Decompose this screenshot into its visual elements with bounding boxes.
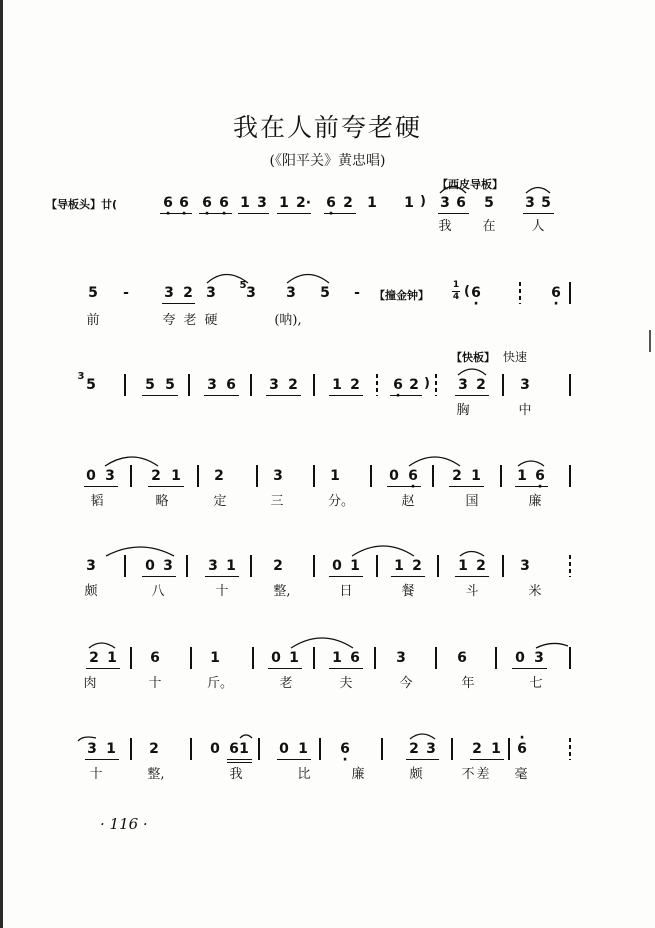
marking-kuaiban: 【快板】 xyxy=(451,351,495,364)
note: 0 xyxy=(145,558,155,574)
note: 1 xyxy=(394,558,404,574)
beam xyxy=(523,213,554,214)
slur xyxy=(536,643,568,648)
note: 1 xyxy=(279,195,289,211)
beam xyxy=(324,213,356,214)
note: 5 xyxy=(165,377,175,393)
note: 2 xyxy=(343,195,353,211)
lyric: 比 xyxy=(297,767,311,782)
slur xyxy=(460,552,484,557)
open-paren: ( xyxy=(464,284,470,299)
note: 3 xyxy=(269,377,279,393)
barline xyxy=(381,738,383,760)
note: · 6 xyxy=(161,195,175,211)
note: 0 xyxy=(515,650,525,666)
note: 5 xyxy=(320,285,330,301)
note: 1 xyxy=(332,377,342,393)
lyric: 定 xyxy=(213,494,227,509)
barline xyxy=(188,374,190,396)
note: 3 xyxy=(206,285,216,301)
lyric: 斤。 xyxy=(206,676,233,691)
note: 0 xyxy=(279,741,289,757)
barline xyxy=(250,374,252,396)
beam xyxy=(329,395,363,396)
grace-note: 5 xyxy=(239,280,247,291)
note: 5 xyxy=(86,377,96,393)
lyric: 差 xyxy=(476,767,490,782)
beam xyxy=(84,486,118,487)
note: 2 xyxy=(149,741,159,757)
note: · 6 xyxy=(217,195,231,211)
note: 6 xyxy=(457,650,467,666)
barline xyxy=(500,465,502,487)
barline xyxy=(313,555,315,577)
note: 6 xyxy=(150,650,160,666)
barline xyxy=(319,738,321,760)
marking-zhuangjinzhong: 【撞金钟】 xyxy=(374,289,429,302)
lyric: 韬 xyxy=(90,494,104,509)
beam xyxy=(390,395,422,396)
lyric: 略 xyxy=(155,494,169,509)
lyric: 毫 xyxy=(514,767,528,782)
note: 2· xyxy=(296,195,312,211)
slur xyxy=(240,735,252,738)
beam xyxy=(329,576,363,577)
lyric: 老 xyxy=(183,313,197,328)
barline xyxy=(190,738,192,760)
grace-note: 3 xyxy=(77,371,85,382)
note: 1 xyxy=(106,741,116,757)
dashed-barline xyxy=(569,555,571,577)
slur xyxy=(409,457,460,466)
barline xyxy=(437,555,439,577)
note: 5 xyxy=(541,195,551,211)
beam xyxy=(266,395,301,396)
note: 3 xyxy=(164,285,174,301)
note: 1 xyxy=(226,558,236,574)
note: 6 xyxy=(350,650,360,666)
note: · 6 xyxy=(469,285,483,301)
beam xyxy=(204,395,239,396)
note: 3 xyxy=(520,558,530,574)
note: 3 xyxy=(207,377,217,393)
barline xyxy=(451,738,453,760)
barline xyxy=(376,555,378,577)
song-subtitle: (《阳平关》黄忠唱) xyxy=(269,153,386,169)
beam xyxy=(227,762,252,763)
note: 1 xyxy=(107,650,117,666)
time-signature-numerator: 1 xyxy=(452,280,460,290)
note: 3 xyxy=(440,195,450,211)
note: 1 xyxy=(298,741,308,757)
beam xyxy=(391,576,425,577)
barline xyxy=(435,647,437,669)
page-number: · 116 · xyxy=(100,815,148,833)
lyric: 人 xyxy=(531,219,545,234)
note: 2 xyxy=(476,377,486,393)
note: 1 xyxy=(332,650,342,666)
lyric: 今 xyxy=(399,676,413,691)
note: 3 xyxy=(105,468,115,484)
note: 2 xyxy=(151,468,161,484)
barline xyxy=(432,465,434,487)
marking-kuaisu: 快速 xyxy=(503,350,528,364)
note: · 6 xyxy=(200,195,214,211)
beam xyxy=(387,486,421,487)
slur xyxy=(106,547,174,556)
barline xyxy=(569,465,571,487)
lyric: 肉 xyxy=(83,676,97,691)
beam xyxy=(199,213,232,214)
note: 6 · xyxy=(515,741,529,757)
beam xyxy=(148,486,184,487)
barline xyxy=(502,374,504,396)
note: 1 xyxy=(210,650,220,666)
note: 5 xyxy=(88,285,98,301)
note: 1 xyxy=(471,468,481,484)
beam xyxy=(142,576,176,577)
lyric: 颇 xyxy=(84,584,98,599)
barline xyxy=(502,555,504,577)
lyric: 廉 xyxy=(528,494,542,509)
barline xyxy=(130,647,132,669)
note: 3 xyxy=(520,377,530,393)
barline xyxy=(313,374,315,396)
note: 3 xyxy=(525,195,535,211)
note: 1 xyxy=(404,195,414,211)
beam xyxy=(162,303,195,304)
barline xyxy=(569,374,571,396)
note: 1 xyxy=(289,650,299,666)
note: 1 xyxy=(491,741,501,757)
lyric: 夫 xyxy=(339,676,353,691)
slur xyxy=(518,461,544,466)
lyric: 年 xyxy=(461,676,475,691)
note: 2 xyxy=(288,377,298,393)
beam xyxy=(277,759,311,760)
lyric: 老 xyxy=(279,676,293,691)
lyric: 分。 xyxy=(327,494,354,509)
barline xyxy=(124,374,126,396)
beam xyxy=(455,576,489,577)
note: 0 xyxy=(332,558,342,574)
barline xyxy=(569,647,571,669)
note: 0 xyxy=(86,468,96,484)
note: - xyxy=(123,285,129,301)
barline xyxy=(190,647,192,669)
beam xyxy=(142,395,178,396)
beam xyxy=(406,759,439,760)
beam xyxy=(160,213,192,214)
close-paren: ) xyxy=(420,194,426,209)
time-signature-denominator: 4 xyxy=(452,292,460,302)
lyric: 胸 xyxy=(456,403,470,418)
lyric: 十 xyxy=(89,767,103,782)
lyric: 国 xyxy=(465,494,479,509)
lyric: 三 xyxy=(270,494,284,509)
close-paren: ) xyxy=(424,376,430,391)
note: 2 xyxy=(214,468,224,484)
note: 2 xyxy=(350,377,360,393)
note: 2 xyxy=(273,558,283,574)
beam xyxy=(205,576,239,577)
barline xyxy=(252,647,254,669)
note: 5 xyxy=(145,377,155,393)
note: 0 xyxy=(271,650,281,666)
lyric: 日 xyxy=(339,584,353,599)
note: 3 xyxy=(87,741,97,757)
beam xyxy=(449,486,484,487)
barline xyxy=(508,738,510,760)
beam xyxy=(515,486,548,487)
note: 2 xyxy=(409,741,419,757)
slur xyxy=(458,369,486,375)
lyric: 餐 xyxy=(401,584,415,599)
barline xyxy=(374,647,376,669)
beam xyxy=(470,759,504,760)
note: 1 xyxy=(367,195,377,211)
lyric: 颇 xyxy=(409,767,423,782)
lyric: (呐), xyxy=(274,313,302,328)
lyric: 中 xyxy=(518,403,532,418)
note: 3 xyxy=(163,558,173,574)
barline xyxy=(130,465,132,487)
lyric: 我 xyxy=(438,219,452,234)
note: · 6 xyxy=(177,195,191,211)
note: 6 xyxy=(229,741,239,757)
dashed-barline xyxy=(435,374,437,396)
beam xyxy=(238,213,269,214)
slur xyxy=(291,638,353,648)
slur xyxy=(287,275,329,284)
note: 3 xyxy=(257,195,267,211)
note: 1 xyxy=(517,468,527,484)
beam xyxy=(455,395,489,396)
note: 2 xyxy=(412,558,422,574)
note: 6 xyxy=(456,195,466,211)
lyric: 整, xyxy=(147,767,165,782)
lyric: 廉 xyxy=(351,767,365,782)
note: 2 xyxy=(452,468,462,484)
barline xyxy=(313,647,315,669)
note: 2 xyxy=(89,650,99,666)
note: 5 xyxy=(484,195,494,211)
lyric: 不 xyxy=(461,767,475,782)
note: 2 xyxy=(409,377,419,393)
slur xyxy=(410,734,435,739)
lyric: 夸 xyxy=(162,313,176,328)
note: 1 xyxy=(239,741,249,757)
note: 3 xyxy=(286,285,296,301)
beam xyxy=(85,759,119,760)
lyric: 米 xyxy=(528,584,542,599)
note: · 6 xyxy=(391,377,405,393)
barline xyxy=(258,738,260,760)
lyric: 十 xyxy=(148,676,162,691)
marking-xipi-daoban: 【西皮导板】 xyxy=(437,178,503,191)
dashed-barline xyxy=(519,282,521,304)
note: 1 xyxy=(330,468,340,484)
dashed-barline xyxy=(569,738,571,760)
note: 3 xyxy=(426,741,436,757)
lyric: 八 xyxy=(151,584,165,599)
song-title: 我在人前夸老硬 xyxy=(232,113,422,142)
barline xyxy=(186,555,188,577)
barline xyxy=(256,465,258,487)
note: 3 xyxy=(273,468,283,484)
note: 1 xyxy=(458,558,468,574)
note: 3 xyxy=(86,558,96,574)
barline xyxy=(495,647,497,669)
note: 2 xyxy=(472,741,482,757)
lyric: 十 xyxy=(215,584,229,599)
note: 3 xyxy=(534,650,544,666)
lyric: 前 xyxy=(86,313,100,328)
note: 3 xyxy=(246,285,256,301)
note: · 6 xyxy=(533,468,547,484)
lyric: 赵 xyxy=(401,494,415,509)
barline xyxy=(370,465,372,487)
note: · 6 xyxy=(338,741,352,757)
barline xyxy=(124,555,126,577)
lyric: 我 xyxy=(229,767,243,782)
note: 1 xyxy=(350,558,360,574)
beam xyxy=(512,668,547,669)
note: 0 xyxy=(389,468,399,484)
beam xyxy=(227,759,252,760)
note: 6 xyxy=(226,377,236,393)
barline xyxy=(130,738,132,760)
note: 1 xyxy=(171,468,181,484)
beam xyxy=(329,668,363,669)
note: 2 xyxy=(183,285,193,301)
lyric: 整, xyxy=(273,584,291,599)
beam xyxy=(277,213,311,214)
note: · 6 xyxy=(549,285,563,301)
lyric: 在 xyxy=(482,219,496,234)
note: · 6 xyxy=(324,195,338,211)
note: 3 xyxy=(396,650,406,666)
slur xyxy=(89,643,115,648)
dashed-barline xyxy=(376,374,378,396)
slur xyxy=(352,546,414,556)
slur xyxy=(526,188,550,194)
beam xyxy=(268,668,302,669)
marking-intro: 【导板头】廿( xyxy=(46,198,118,211)
note: 1 xyxy=(240,195,250,211)
note: 3 xyxy=(208,558,218,574)
barline xyxy=(250,555,252,577)
lyric: 七 xyxy=(529,676,543,691)
barline xyxy=(313,465,315,487)
beam xyxy=(438,213,469,214)
beam xyxy=(86,668,120,669)
lyric: 硬 xyxy=(204,313,218,328)
note: 0 xyxy=(210,741,220,757)
note: · 6 xyxy=(406,468,420,484)
barline xyxy=(197,465,199,487)
note: 3 xyxy=(458,377,468,393)
note: 2 xyxy=(476,558,486,574)
page-edge-mark xyxy=(649,330,651,352)
lyric: 斗 xyxy=(465,584,479,599)
barline xyxy=(569,282,571,304)
note: - xyxy=(354,285,360,301)
